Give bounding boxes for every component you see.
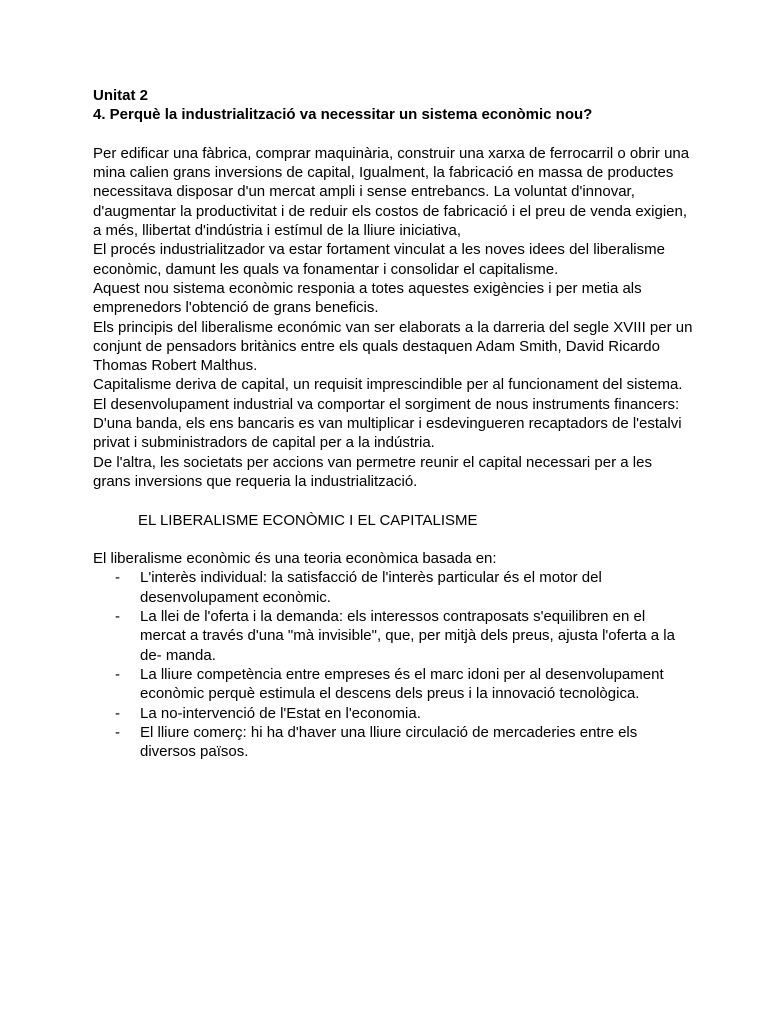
paragraph-2: El procés industrialitzador va estar fortament vinculat a les noves idees del liberalisme econòmic, damunt les quals va fonamentar i consolidar el capitalisme. [93, 241, 665, 278]
paragraph-7: De l'altra, les societats per accions van permetre reunir el capital necessari per a les grans inversions que requeria la industrialització. [93, 453, 652, 490]
paragraph-6: D'una banda, els ens bancaris es van multiplicar i esdevingueren recaptadors de l'estalvi privat i subministradors de capital per a la indústria. [93, 415, 682, 452]
dash-bullet: - [115, 723, 120, 741]
dash-bullet: - [115, 608, 120, 626]
principles-list [93, 568, 693, 761]
list-item-text: La no-intervenció de l'Estat en l'economia. [140, 704, 421, 722]
list-item-text: El lliure comerç: hi ha d'haver una lliure circulació de mercaderies entre els diversos països. [140, 723, 638, 761]
list-item [93, 607, 693, 665]
paragraph-3: Aquest nou sistema econòmic responia a totes aquestes exigències i per metia als emprenedors l'obtenció de grans beneficis. [93, 279, 642, 317]
list-item-text: L'interès individual: la satisfacció de l'interès particular és el motor del desenvolupament econòmic. [140, 569, 602, 606]
question-heading: 4. Perquè la industrialització va necessitar un sistema econòmic nou? [93, 106, 593, 124]
section-intro: El liberalisme econòmic és una teoria econòmica basada en: [93, 550, 497, 568]
blank-line [93, 530, 693, 549]
dash-bullet: - [115, 569, 120, 587]
blank-line [93, 491, 693, 510]
list-item [93, 665, 693, 704]
list-item [93, 704, 693, 723]
list-item-text: La llei de l'oferta i la demanda: els interessos contraposats s'equilibren en el mercat a través d'una "mà invisible", que, per mitjà dels preus, ajusta l'oferta a la de- manda. [140, 608, 675, 664]
list-item-text: La lliure competència entre empreses és el marc idoni per al desenvolupament econòmic perquè estimula el descens dels preus i la innovació tecnològica. [140, 665, 664, 703]
paragraph-4: Els principis del liberalisme económic van ser elaborats a la darreria del segle XVIII per un conjunt de pensadors britànics entre els quals destaquen Adam Smith, David Ricardo Thomas Robert Malthus. [93, 318, 693, 375]
list-item [93, 723, 693, 762]
blank-line [93, 125, 693, 144]
dash-bullet: - [115, 704, 120, 722]
paragraph-1: Per edificar una fàbrica, comprar maquinària, construir una xarxa de ferrocarril o obrir una mina calien grans inversions de capital, Igualment, la fabricació en massa de productes necessitava disposar d'un mercat ampli i sense entrebancs. La voluntat d'innovar, d'augmentar la productivitat i de reduir els costos de fabricació i el preu de venda exigien, a més, llibertat d'indústria i estímul de la lliure iniciativa, [93, 144, 690, 240]
list-item [93, 568, 693, 607]
section-title: EL LIBERALISME ECONÒMIC I EL CAPITALISME [138, 511, 478, 529]
paragraph-5: Capitalisme deriva de capital, un requisit imprescindible per al funcionament del sistema. El desenvolupament industrial va comportar el sorgiment de nous instruments financers: [93, 376, 683, 413]
document-body [93, 86, 693, 761]
unit-heading: Unitat 2 [93, 87, 149, 104]
dash-bullet: - [115, 665, 120, 683]
